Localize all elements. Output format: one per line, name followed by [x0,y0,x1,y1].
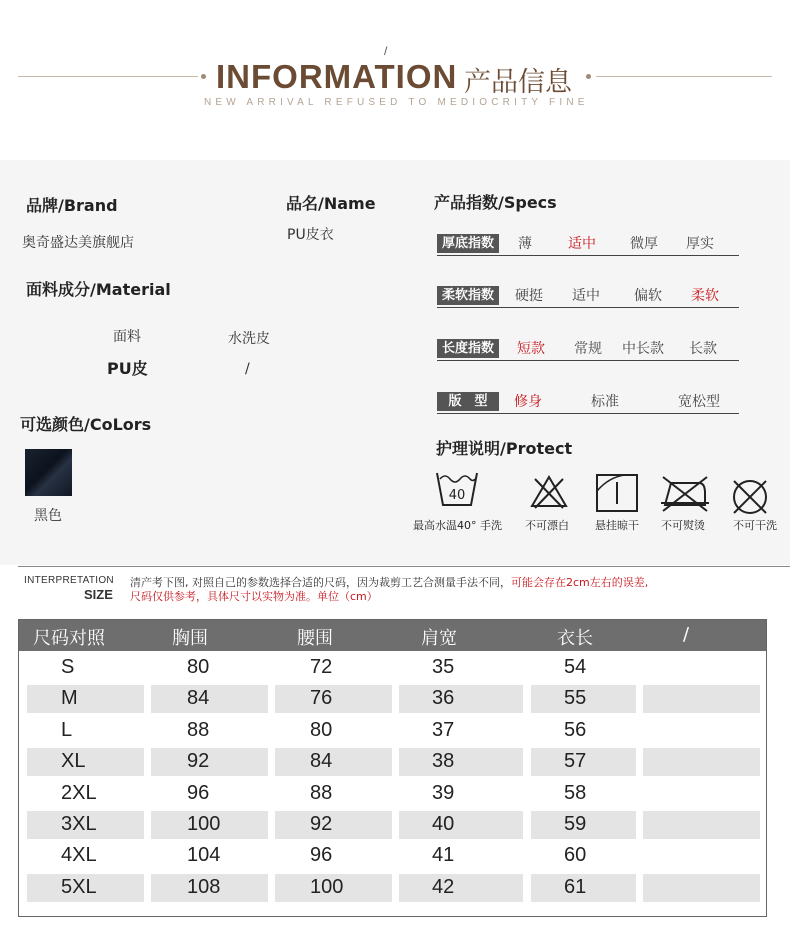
measure-value: 84 [187,687,210,710]
colors-heading: 可选颜色/CoLors [20,415,152,434]
table-cell [27,717,144,745]
header-subtitle: NEW ARRIVAL REFUSED TO MEDIOCRITY FINE [204,97,589,108]
table-cell [275,780,392,808]
spec-option: 宽松型 [678,394,720,410]
measure-value: 38 [432,750,455,773]
measure-value: 41 [432,844,455,867]
spec-option-selected: 柔软 [691,288,719,304]
size-note-black: 清产考下图, 对照自己的参数选择合适的尺码，因为裁剪工艺合测量手法不同， [130,576,511,589]
header-waist: 腰围 [297,628,333,649]
table-cell [151,780,268,808]
header-title: INFORMATION [216,58,458,95]
header-chest: 胸围 [172,628,208,649]
table-cell [275,717,392,745]
care-label: 不可干洗 [733,519,777,532]
fabric-value: PU皮 [107,359,148,378]
table-cell [275,654,392,682]
measure-value: 42 [432,875,455,898]
table-cell [643,874,760,902]
table-cell [275,842,392,870]
table-cell [275,811,392,839]
spec-option: 适中 [572,288,600,304]
spec-label: 长度指数 [437,339,499,358]
table-cell [643,780,760,808]
measure-value: 58 [564,781,587,804]
measure-value: 76 [310,687,333,710]
fabric-label: 面料 [113,329,141,345]
table-cell [399,780,523,808]
table-cell [27,748,144,776]
spec-row-fit [437,391,739,414]
spec-option: 偏软 [634,288,662,304]
measure-value: 35 [432,656,455,678]
no-dry-clean-icon [729,476,771,518]
measure-value: 36 [432,687,455,710]
spec-row-softness [437,285,739,308]
measure-value: 92 [310,813,333,835]
table-cell [151,717,268,745]
measure-value: 57 [564,750,587,773]
measure-value: 96 [187,781,210,804]
table-cell [643,654,760,682]
measure-value: 80 [310,718,333,741]
header-size: 尺码对照 [33,628,105,649]
measure-value: 108 [187,875,221,898]
measure-value: 80 [187,656,210,678]
table-cell [151,685,268,713]
measure-value: 100 [310,875,344,898]
measure-value: 56 [564,718,587,741]
spec-option: 常规 [574,341,602,357]
size-label-cell: L [61,718,73,741]
measure-value: 60 [564,844,587,867]
size-label-cell: 5XL [61,875,97,898]
name-heading: 品名/Name [286,194,376,213]
material-heading: 面料成分/Material [26,280,171,299]
table-cell [275,748,392,776]
header-dot-right [586,74,591,79]
spec-label: 厚底指数 [437,234,499,253]
size-label-cell: M [61,687,78,710]
table-cell [399,842,523,870]
size-label-cell: XL [61,750,86,773]
spec-option-selected: 短款 [517,341,545,357]
interpretation-label: INTERPRETATION [24,575,114,586]
size-table [18,619,767,917]
table-cell [643,748,760,776]
spec-label: 版 型 [437,392,499,411]
care-label: 不可漂白 [525,519,569,532]
measure-value: 59 [564,813,587,835]
hang-dry-icon [595,473,639,513]
spec-option-selected: 适中 [568,236,596,252]
wash-label: 水洗皮 [228,331,270,347]
spec-row-length [437,338,739,361]
table-cell [27,654,144,682]
header-rule-right [596,76,772,77]
table-cell [399,811,523,839]
size-note-red: 可能会存在2cm左右的误差, [511,576,649,589]
no-iron-icon [659,473,711,513]
measure-value: 88 [187,718,210,741]
measure-value: 55 [564,687,587,710]
header-shoulder: 肩宽 [421,628,457,649]
measure-value: 92 [187,750,210,773]
care-label: 最高水温40° 手洗 [413,519,502,532]
spec-option: 厚实 [686,236,714,252]
table-cell [399,748,523,776]
spec-option: 标准 [591,394,619,410]
name-value: PU皮衣 [287,227,334,243]
measure-value: 100 [187,813,221,835]
table-cell [643,842,760,870]
measure-value: 72 [310,656,333,678]
header-rule-left [18,76,198,77]
measure-value: 39 [432,781,455,804]
table-cell [643,811,760,839]
size-label-cell: 4XL [61,844,97,867]
table-cell [643,717,760,745]
spec-option: 微厚 [630,236,658,252]
table-cell [275,685,392,713]
care-heading: 护理说明/Protect [436,439,573,458]
spec-option-selected: 修身 [514,394,542,410]
table-cell [399,874,523,902]
spec-option: 中长款 [622,341,664,357]
table-cell [399,654,523,682]
spec-label: 柔软指数 [437,286,499,305]
table-cell [151,748,268,776]
header-length: 衣长 [557,628,593,649]
specs-heading: 产品指数/Specs [434,193,557,212]
wash-temp: 40 [448,488,466,503]
spec-row-thickness [437,233,739,256]
measure-value: 54 [564,656,587,678]
table-cell [643,685,760,713]
size-label-cell: 2XL [61,781,97,804]
header-title-cn: 产品信息 [464,67,572,98]
no-bleach-icon [529,474,569,510]
measure-value: 61 [564,875,587,898]
wash-40-icon [435,469,479,509]
care-label: 不可熨烫 [661,519,705,532]
section-divider [18,566,790,567]
size-table-header [19,620,766,651]
brand-heading: 品牌/Brand [26,196,118,215]
wash-value: / [245,361,250,377]
header-slash: / [384,44,388,58]
spec-option: 硬挺 [515,288,543,304]
measure-value: 84 [310,750,333,773]
measure-value: 37 [432,718,455,741]
header-dot-left [201,74,206,79]
table-cell [399,685,523,713]
measure-value: 88 [310,781,333,804]
spec-option: 薄 [518,236,532,252]
color-swatch-black[interactable] [25,449,72,496]
spec-option: 长款 [689,341,717,357]
table-cell [27,685,144,713]
header-slash: / [683,624,690,645]
measure-value: 104 [187,844,221,867]
color-name: 黑色 [34,508,62,524]
table-cell [399,717,523,745]
measure-value: 96 [310,844,333,867]
size-label: SIZE [84,587,113,602]
measure-value: 40 [432,813,455,835]
size-note-line2: 尺码仅供参考，具体尺寸以实物为准。单位（cm） [130,590,378,603]
size-label-cell: S [61,656,75,678]
table-cell [151,654,268,682]
care-label: 悬挂晾干 [595,519,639,532]
size-label-cell: 3XL [61,813,97,835]
brand-value: 奥奇盛达美旗舰店 [22,235,134,251]
